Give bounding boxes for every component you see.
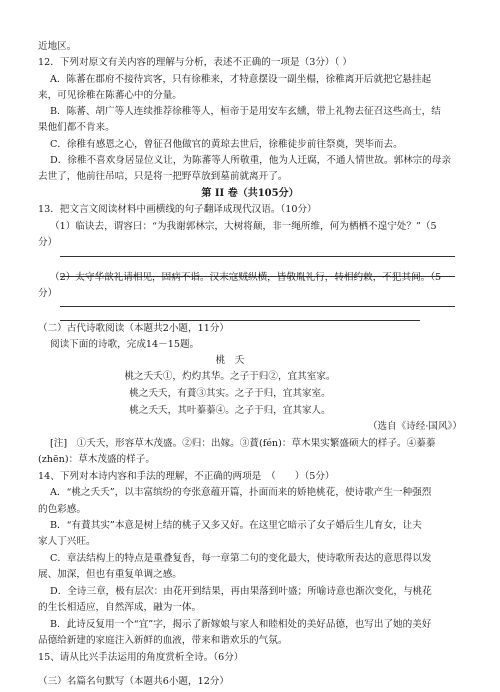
q14-option-e-line1: B．此诗反复用一个“宜”字，揭示了新嫁娘与家人和睦相处的美好品德，也写出了她的美好: [50, 619, 432, 630]
poem-stanza-2: 桃之夭夭，有蕡③其实。之子于归，宜其家室。: [129, 388, 331, 399]
poem-stanza-1: 桃之夭夭①，灼灼其华。之子于归②，宜其室家。: [124, 371, 336, 382]
poem-source: （选自《诗经·国风》）: [367, 421, 462, 432]
poem-stanza-3: 桃之夭夭，其叶蓁蓁④。之子于归，宜其家人。: [129, 405, 331, 416]
q14-option-d-line1: D．全诗三章，极有层次：由花开到结果，再由果落到叶盛；所喻诗意也渐次变化，与桃花: [50, 586, 432, 597]
q13-sentence2-line1: （2）太守华歆礼请相见，固病不诣。汉末寇贼纵横，皆敬胤礼行，转相约敕，不犯其闾。（5: [50, 272, 442, 283]
q14-option-c-line1: C．章法结构上的特点是重叠复沓，每一章第二句的变化最大，使诗歌所表达的意思得以发: [50, 553, 432, 564]
q12-option-c: C．徐稚有感恩之心，曾征召他做官的黄琼去世后，徐稚徒步前往祭奠，哭毕而去。: [50, 139, 403, 150]
q12-option-a-line2: 来，可见徐稚在陈蕃心中的分量。: [38, 90, 182, 101]
q15-stem: 15、请从比兴手法运用的角度赏析全诗。（6分）: [38, 652, 244, 663]
q12-option-d-line2: 去世了，他前往吊唁，只是将一把野草放到墓前就离开了。: [38, 171, 288, 182]
q14-option-a-line2: 的色彩感。: [38, 504, 86, 515]
part2-intro: 阅读下面的诗歌，完成14－15题。: [50, 339, 200, 350]
q12-option-d-line1: D．徐稚不喜欢身居显位义让，为陈蕃等人所敬重，他为人迁腐，不通人情世故。郭林宗的母亲: [50, 155, 452, 166]
answer-line: [60, 256, 455, 257]
q14-stem: 14、下列对本诗内容和手法的理解，不正确的两项是 （ ）（5分）: [38, 471, 335, 482]
poem-note-line1: [注] ①夭夭，形容草木茂盛。②归：出嫁。③蕡(fén)：草木果实繁盛硕大的样子。④蓁蓁: [50, 438, 436, 449]
answer-line: [60, 306, 455, 307]
q13-sentence2-line2: 分）: [38, 288, 58, 299]
q14-option-b-line1: B．“有蕡其实”本意是树上结的桃子又多又好。在这里它暗示了女子婚后生儿育女，让夫: [50, 520, 422, 531]
q12-option-b-line2: 果他们都不肯来。: [38, 122, 115, 133]
poem-note-line2: (zhēn)：草木茂盛的样子。: [38, 454, 155, 465]
q12-option-b-line1: B．陈蕃、胡广等人连续推荐徐稚等人，桓帝于是用安车玄纁，带上礼物去征召这些高士，结: [50, 106, 441, 117]
q14-option-a-line1: A．“桃之夭夭”，以丰富缤纷的夸张意蕴开篇，扑面而来的娇艳桃花，使诗歌产生一种强烈: [50, 487, 432, 498]
part3-title: （三）名篇名句默写（本题共6小题，12分）: [38, 676, 229, 687]
section-title: 第 II 卷（共105分）: [201, 188, 299, 199]
q13-sentence1-line2: 分）: [38, 237, 58, 248]
part2-title: （二）古代诗歌阅读（本题共2小题，11分）: [38, 323, 229, 334]
q14-option-e-line2: 品德给新建的家庭注入新鲜的血液，带来和谐欢乐的气氛。: [38, 635, 288, 646]
q12-option-a-line1: A．陈蕃在郡府不接待宾客，只有徐稚来，才特意摆设一副坐榻，徐稚离开后就把它悬挂起: [50, 74, 432, 85]
q13-stem: 13．把文言文阅读材料中画横线的句子翻译成现代汉语。（10分）: [38, 204, 317, 215]
top-line: 近地区。: [38, 41, 77, 52]
poem-title: 桃 夭: [215, 355, 245, 366]
q14-option-b-line2: 家人丁兴旺。: [38, 536, 96, 547]
q13-sentence1-line1: （1）临诀去，谓容曰：“为我谢郭林宗，大树将颠，非一绳所维，何为栖栖不遑宁处？”（5: [50, 221, 437, 232]
q14-option-d-line2: 的生长相适应，自然浑成，融为一体。: [38, 602, 202, 613]
q14-option-c-line2: 展、加深，但也有重复单调之感。: [38, 569, 182, 580]
q12-stem: 12．下列对原文有关内容的理解与分析，表述不正确的一项是（3分）（ ）: [38, 57, 352, 68]
